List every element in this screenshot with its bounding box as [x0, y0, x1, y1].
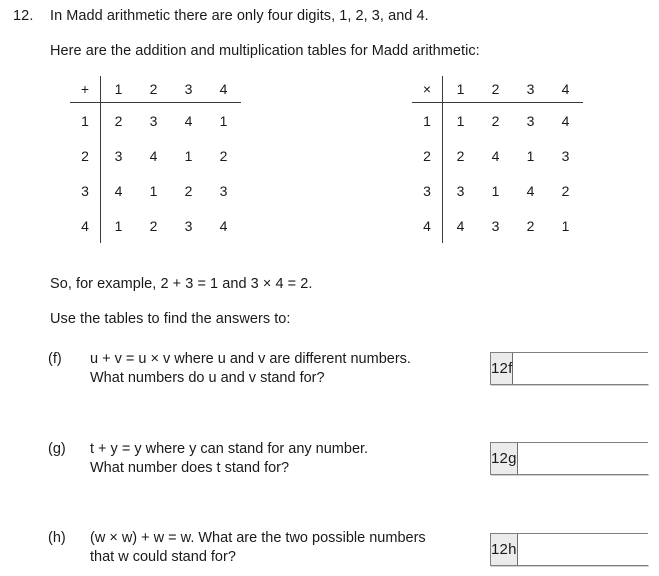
addition-cell: 4	[219, 217, 228, 234]
multiplication-cell: 3	[526, 112, 535, 129]
addition-cell: 4	[114, 182, 123, 199]
question-intro-line-1: In Madd arithmetic there are only four digits, 1, 2, 3, and 4.	[50, 8, 429, 24]
question-number: 12.	[13, 8, 34, 24]
answer-label-12g: 12g	[491, 443, 518, 474]
multiplication-cell: 1	[491, 182, 500, 199]
multiplication-operator-symbol: ×	[412, 76, 443, 103]
subquestion-g-line-1: t + y = y where y can stand for any number.	[90, 441, 369, 457]
addition-table	[70, 76, 241, 243]
subquestion-g-letter: (g)	[48, 441, 66, 457]
multiplication-cell: 4	[491, 147, 500, 164]
multiplication-col-header: 2	[478, 76, 513, 103]
answer-box-12g[interactable]	[490, 442, 648, 475]
addition-col-header: 4	[206, 76, 241, 103]
subquestion-f-line-1: u + v = u × v where u and v are different numbers.	[90, 351, 411, 367]
subquestion-f-line-2: What numbers do u and v stand for?	[90, 370, 325, 386]
multiplication-cell: 3	[491, 217, 500, 234]
multiplication-cell: 4	[526, 182, 535, 199]
multiplication-table-row	[412, 103, 583, 139]
instruction-line: Use the tables to find the answers to:	[50, 311, 291, 327]
multiplication-cell: 4	[456, 217, 465, 234]
multiplication-table-grid	[412, 76, 583, 243]
multiplication-table-row	[412, 138, 583, 173]
addition-cell: 3	[149, 112, 158, 129]
multiplication-cell: 1	[561, 217, 570, 234]
addition-table-row	[70, 208, 241, 243]
example-line: So, for example, 2 + 3 = 1 and 3 × 4 = 2.	[50, 276, 313, 292]
multiplication-table	[412, 76, 583, 243]
multiplication-table-row	[412, 173, 583, 208]
addition-cell: 1	[149, 182, 158, 199]
addition-cell: 2	[149, 217, 158, 234]
multiplication-cell: 2	[491, 112, 500, 129]
addition-cell: 1	[114, 217, 123, 234]
addition-table-row	[70, 138, 241, 173]
addition-col-header: 2	[136, 76, 171, 103]
multiplication-cell: 4	[561, 112, 570, 129]
addition-cell: 4	[184, 112, 193, 129]
addition-cell: 3	[114, 147, 123, 164]
addition-cell: 3	[219, 182, 228, 199]
multiplication-cell: 2	[526, 217, 535, 234]
multiplication-cell: 3	[561, 147, 570, 164]
answer-label-12h: 12h	[491, 534, 518, 565]
multiplication-row-header: 4	[412, 208, 443, 243]
multiplication-row-header: 2	[412, 138, 443, 173]
addition-row-header: 2	[70, 138, 101, 173]
addition-cell: 4	[149, 147, 158, 164]
subquestion-f-letter: (f)	[48, 351, 62, 367]
multiplication-cell: 2	[561, 182, 570, 199]
addition-col-header: 1	[101, 76, 137, 103]
multiplication-row-header: 3	[412, 173, 443, 208]
addition-operator-symbol: +	[70, 76, 101, 103]
addition-row-header: 1	[70, 103, 101, 139]
addition-col-header: 3	[171, 76, 206, 103]
multiplication-header-row	[412, 76, 583, 103]
answer-input-12h[interactable]	[518, 534, 659, 565]
addition-cell: 2	[219, 147, 228, 164]
addition-table-row	[70, 173, 241, 208]
addition-cell: 2	[114, 112, 123, 129]
addition-cell: 3	[184, 217, 193, 234]
addition-header-row	[70, 76, 241, 103]
multiplication-col-header: 4	[548, 76, 583, 103]
answer-box-12f[interactable]	[490, 352, 648, 385]
answer-box-12h[interactable]	[490, 533, 648, 566]
addition-row-header: 4	[70, 208, 101, 243]
multiplication-cell: 3	[456, 182, 465, 199]
question-intro-line-2: Here are the addition and multiplication tables for Madd arithmetic:	[50, 43, 480, 59]
multiplication-col-header: 3	[513, 76, 548, 103]
addition-cell: 1	[184, 147, 193, 164]
subquestion-h-letter: (h)	[48, 530, 66, 546]
multiplication-cell: 1	[456, 112, 465, 129]
subquestion-g-line-2: What number does t stand for?	[90, 460, 290, 476]
answer-label-12f: 12f	[491, 353, 513, 384]
addition-table-grid	[70, 76, 241, 243]
multiplication-cell: 2	[456, 147, 465, 164]
addition-cell: 1	[219, 112, 228, 129]
multiplication-cell: 1	[526, 147, 535, 164]
multiplication-table-row	[412, 208, 583, 243]
multiplication-row-header: 1	[412, 103, 443, 139]
subquestion-h-line-1: (w × w) + w = w. What are the two possible numbers	[90, 530, 426, 546]
addition-row-header: 3	[70, 173, 101, 208]
multiplication-col-header: 1	[443, 76, 479, 103]
subquestion-h-line-2: that w could stand for?	[90, 549, 236, 565]
addition-cell: 2	[184, 182, 193, 199]
addition-table-row	[70, 103, 241, 139]
answer-input-12f[interactable]	[513, 353, 659, 384]
answer-input-12g[interactable]	[518, 443, 659, 474]
